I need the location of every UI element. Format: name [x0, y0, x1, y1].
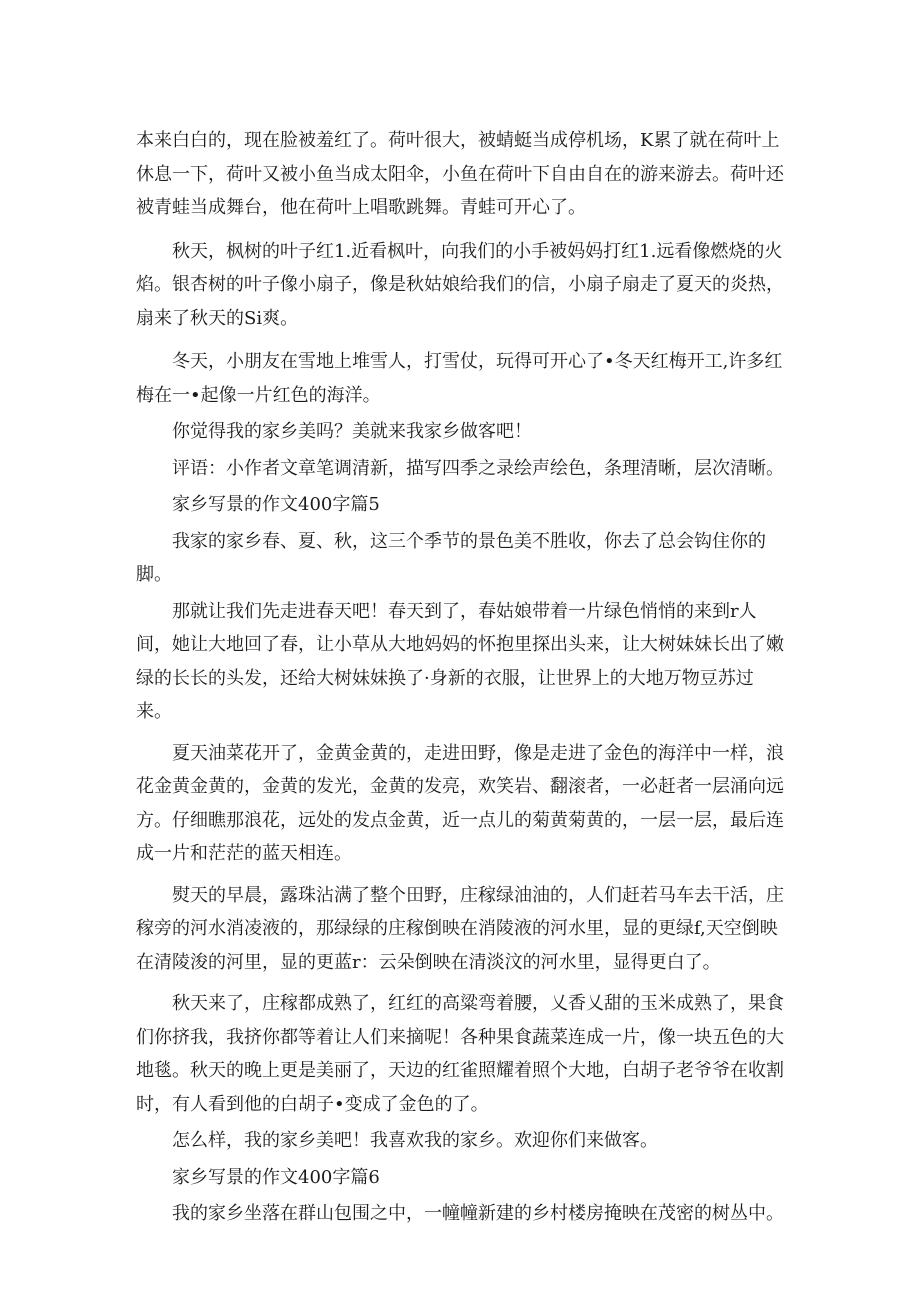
paragraph-autumn-maple: 秋天，枫树的叶子红1.近看枫叶，向我们的小手被妈妈打红1.远看像燃烧的火焰。银杏树的叶子像小扇子，像是秋姑娘给我们的信，小扇子扇走了夏天的炎热，扇来了秋天的Si爽。 — [136, 240, 784, 329]
paragraph-closing: 怎么样，我的家乡美吧！我喜欢我的家乡。欢迎你们来做客。 — [172, 1130, 658, 1151]
paragraph-spring: 那就让我们先走进春天吧！春天到了，春姑娘带着一片绿色悄悄的来到r人间，她让大地回了春，让小草从大地妈妈的怀抱里探出头来，让大树妹妹长出了嫩绿的长长的头发，还给大树妹妹换了·身新的衣服，让世界上的大地万物豆苏过来。 — [136, 600, 784, 722]
paragraph-summer-lotus: 本来白白的，现在脸被羞红了。荷叶很大，被蜻蜓当成停机场，K累了就在荷叶上休息一下，荷叶又被小鱼当成太阳伞，小鱼在荷叶下自由自在的游来游去。荷叶还被青蛙当成舞台，他在荷叶上唱歌跳舞。青蛙可开心了。 — [136, 130, 784, 218]
document-body — [136, 124, 784, 1231]
section-heading-5: 家乡写景的作文400字篇5 — [172, 494, 380, 515]
section-heading-6: 家乡写景的作文400字篇6 — [172, 1166, 380, 1188]
paragraph-autumn-harvest: 秋天来了，庄稼都成熟了，红红的高粱弯着腰，乂香乂甜的玉米成熟了，果食们你挤我，我挤你都等着让人们来摘呢！各种果食蔬菜连成一片，像一块五色的大地毯。秋天的晚上更是美丽了，天边的红雀照耀着照个大地，白胡子老爷爷在收割时，有人看到他的白胡子•变成了金色的了。 — [136, 993, 784, 1115]
paragraph-rapeseed-flowers: 夏天油菜花开了，金黄金黄的，走进田野，像是走进了金色的海洋中一样，浪花金黄金黄的，金黄的发光，金黄的发亮，欢笑岩、翻滚者，一必赶者一层涌向远方。仔细瞧那浪花，远处的发点金黄，近一点儿的菊黄菊黄的，一层一层，最后连成一片和茫茫的蓝天相连。 — [136, 742, 784, 864]
paragraph-invitation: 你觉得我的家乡美吗？美就来我家乡做客吧！ — [172, 421, 532, 442]
paragraph-comment: 评语：小作者文章笔调清新，描写四季之录绘声绘色，条理清晰，层次清晰。 — [172, 457, 784, 479]
paragraph-intro-seasons: 我家的家乡春、夏、秋，这三个季节的景色美不胜收，你去了总会钩住你的脚。 — [136, 530, 766, 585]
paragraph-morning-fields: 熨天的早晨，露珠沾满了整个田野，庄稼绿油油的，人们赶若马车去干活，庄稼旁的河水消凌液的，那绿绿的庄稼倒映在消陵液的河水里，显的更绿f,天空倒映在清陵浚的河里，显的更蓝r：云朵倒映在清淡汶的河水里，显得更白了。 — [136, 884, 784, 973]
paragraph-village: 我的家乡坐落在群山包围之中，一幢幢新建的乡村楼房掩映在茂密的树丛中。 — [172, 1203, 784, 1224]
paragraph-winter-snow: 冬天，小朋友在雪地上堆雪人，打雪仗，玩得可开心了•冬天红梅开工,许多红梅在一•起像一片红色的海洋。 — [136, 351, 783, 406]
